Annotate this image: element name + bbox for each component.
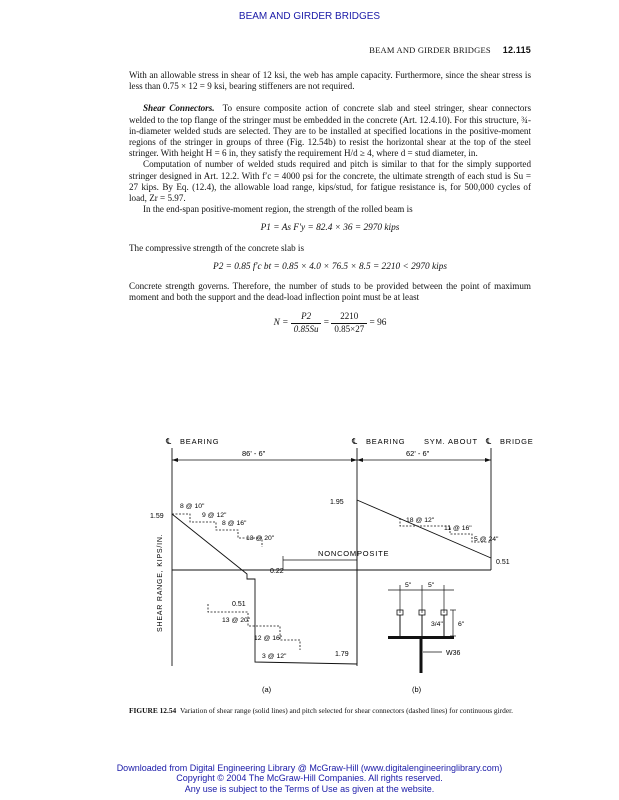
value-0-51a: 0.51: [232, 601, 246, 608]
paragraph-stud-computation: Computation of number of welded studs required and pitch is similar to that for the simply supported stringer designed in Art. 12.2. With f′c = 4000 psi for the concrete, the ultimate strength of each stud is Su = 27 kips. By Eq. (12.4), the allowable load range, kips/stud, for fatigue resistance is, for 500,000 cycles of load, Zr = 5.97.: [129, 159, 531, 204]
top-banner: BEAM AND GIRDER BRIDGES: [238, 11, 381, 22]
value-0-51b: 0.51: [496, 559, 510, 566]
body-text: [129, 70, 531, 343]
mid-bearing-label: BEARING: [366, 437, 406, 446]
bridge-label: BRIDGE: [500, 437, 534, 446]
value-1-79: 1.79: [335, 651, 349, 658]
eq-n-rhs: = 96: [369, 318, 387, 329]
beam-web: [420, 639, 423, 673]
equation-p2: P2 = 0.85 f′c bt = 0.85 × 4.0 × 76.5 × 8.5 = 2210 < 2970 kips: [213, 261, 447, 272]
stud-diameter: 3/4": [431, 621, 443, 628]
span1-label: 86' - 6": [242, 449, 266, 458]
span-arrow-mid-r: [357, 458, 363, 462]
shear-range-diagram: [150, 430, 550, 700]
footer-download-link[interactable]: Downloaded from Digital Engineering Library @ McGraw-Hill (www.digitalengineeringlibrary.com): [116, 763, 503, 773]
pitch-label-center-1: 18 @ 12": [406, 517, 435, 524]
footer: [0, 763, 619, 794]
pitch-label-7: 3 @ 12": [262, 653, 287, 660]
shear-text-1: To ensure composite action of concrete slab and steel stringer, shear connectors welded to the top flange of the stringer must be embedded in the concrete (Art. 12.4.10). For this structure, ¾-in-diameter welded studs are selected. They are to be installed at specified locations in the positive-moment regions of the stringer in groups of three (Fig. 12.54b) to resist the horizontal shear at the top of the steel stringer. With height H = 6 in, they satisfy the requirement H/d ≥ 4, where d = stud diameter, in.: [129, 103, 531, 159]
page-number: 12.115: [502, 45, 531, 55]
y-axis-label: SHEAR RANGE, KIPS/IN.: [157, 533, 164, 632]
running-head: [369, 45, 531, 55]
paragraph-concrete-governs: Concrete strength governs. Therefore, the number of studs to be provided between the point of maximum moment and both the support and the dead-load inflection point must be at least: [129, 281, 531, 303]
beam-flange: [388, 636, 454, 639]
equation-p1: P1 = As F′y = 82.4 × 36 = 2970 kips: [260, 223, 400, 234]
footer-copyright: Copyright © 2004 The McGraw-Hill Companies. All rights reserved.: [176, 773, 443, 784]
span2-label: 62' - 6": [406, 449, 430, 458]
figure-12-54: [150, 430, 550, 700]
cl-right-symbol: ℄: [486, 437, 492, 446]
pitch-label-center-3: 5 @ 24": [474, 536, 499, 543]
sym-about-label: SYM. ABOUT: [424, 437, 478, 446]
pitch-label-6: 12 @ 16": [254, 635, 283, 642]
eq-n-num1: P2: [291, 311, 322, 323]
stud-spacing-2: 5": [428, 582, 435, 589]
left-bearing-label: BEARING: [180, 437, 220, 446]
section-title: Shear Connectors.: [143, 103, 215, 114]
eq-n-equals: =: [323, 318, 330, 329]
span-arrow-mid-l: [351, 458, 357, 462]
pitch-label-center-2: 11 @ 16": [444, 525, 472, 532]
caption-text: Variation of shear range (solid lines) and pitch selected for shear connectors (dashed lines) for continuous girder.: [179, 706, 514, 715]
eq-n-num2: 2210: [331, 311, 367, 323]
eq-n-frac1: [291, 311, 322, 334]
paragraph-shear-connectors: [129, 103, 531, 159]
figure-caption: [129, 706, 531, 715]
sub-label-a: (a): [262, 685, 272, 694]
value-0-22: 0.22: [270, 568, 284, 575]
eq-n-den1: 0.85Su: [293, 323, 319, 334]
pitch-label-5: 13 @ 20": [222, 617, 251, 624]
caption-label: FIGURE 12.54: [129, 706, 177, 715]
stud-spacing-1: 5": [405, 582, 412, 589]
sub-label-b: (b): [412, 685, 422, 694]
span-arrow-left: [172, 458, 178, 462]
eq-n-lhs: N =: [273, 318, 289, 329]
paragraph-slab: The compressive strength of the concrete slab is: [129, 242, 304, 253]
eq-n-den2: 0.85×27: [334, 323, 365, 334]
equation-n: [129, 311, 531, 334]
pitch-steps-end-lower: [208, 604, 300, 650]
pitch-label-1: 8 @ 10": [180, 503, 205, 510]
value-1-59: 1.59: [150, 513, 164, 520]
noncomposite-label: NONCOMPOSITE: [318, 549, 390, 558]
pitch-label-3: 8 @ 16": [222, 520, 247, 527]
paragraph-rolled-beam: In the end-span positive-moment region, the strength of the rolled beam is: [143, 204, 413, 215]
eq-n-frac2: [331, 311, 367, 334]
span-arrow-right: [485, 458, 491, 462]
beam-label: W36: [446, 650, 461, 657]
pitch-label-4: 13 @ 20": [246, 535, 275, 542]
footer-terms[interactable]: Any use is subject to the Terms of Use as given at the website.: [184, 783, 435, 794]
running-head-title: BEAM AND GIRDER BRIDGES: [369, 45, 491, 55]
pitch-label-2: 9 @ 12": [202, 512, 227, 519]
stud-height: 6": [458, 621, 465, 628]
cl-left-symbol: ℄: [166, 437, 172, 446]
cl-mid-symbol: ℄: [352, 437, 358, 446]
value-1-95: 1.95: [330, 499, 344, 506]
paragraph-web-capacity: With an allowable stress in shear of 12 ksi, the web has ample capacity. Furthermore, since the shear stress is less than 0.75 × 12 = 9 ksi, bearing stiffeners are not required.: [129, 70, 531, 92]
